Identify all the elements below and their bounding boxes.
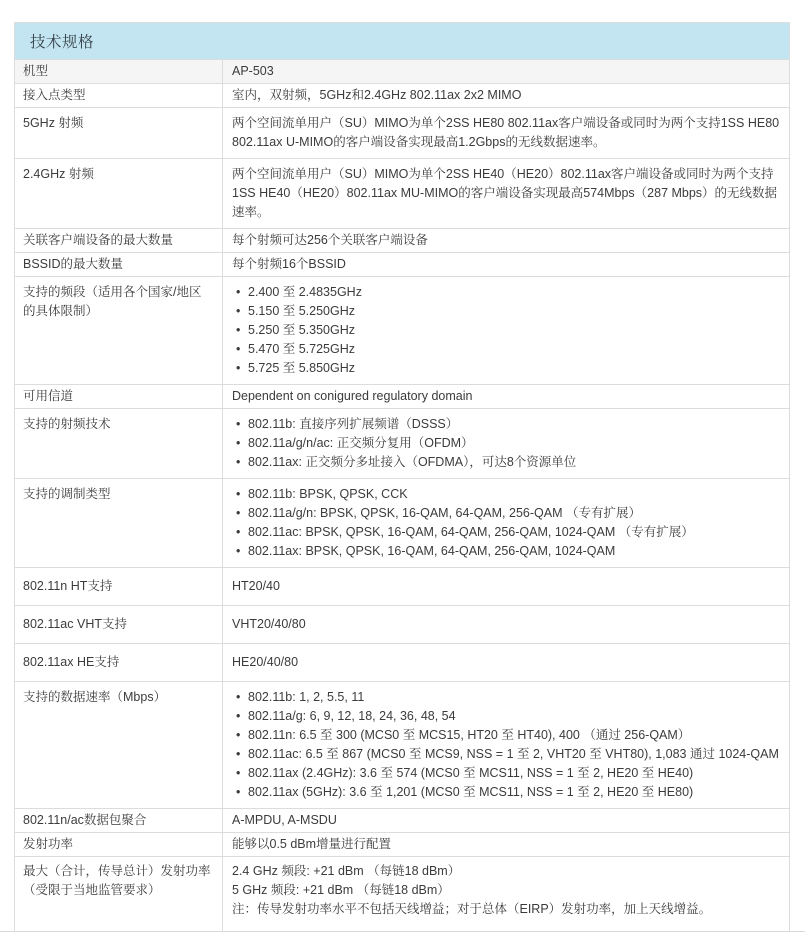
spec-row-24ghz-radio: [15, 158, 789, 228]
spec-value: 两个空间流单用户（SU）MIMO为单个2SS HE80 802.11ax客户端设备或同时为两个支持1SS HE80 802.11ax U-MIMO的客户端设备实现最高1.2Gbps的无线数据速率。: [232, 116, 780, 149]
list-item: • 802.11a/g/n/ac: 正交频分复用（OFDM）: [234, 434, 780, 453]
spec-label: 支持的频段（适用各个国家/地区的具体限制）: [15, 277, 223, 384]
spec-value: 每个射频16个BSSID: [232, 257, 346, 271]
spec-table-title-bar: [15, 23, 789, 59]
spec-bullet-list: [232, 283, 780, 378]
spec-label: 802.11ac VHT支持: [15, 606, 223, 643]
spec-value: [223, 857, 789, 931]
spec-row-frequency-bands: [15, 276, 789, 384]
list-item: • 5.250 至 5.350GHz: [234, 321, 780, 340]
spec-label: 5GHz 射频: [15, 108, 223, 158]
list-item: • 802.11ax: BPSK, QPSK, 16-QAM, 64-QAM, 256-QAM, 1024-QAM: [234, 542, 780, 561]
spec-row-vht-support: [15, 605, 789, 643]
spec-value: [223, 479, 789, 567]
list-item: • 802.11b: 直接序列扩展频谱（DSSS）: [234, 415, 780, 434]
spec-value: [223, 409, 789, 478]
spec-label: 关联客户端设备的最大数量: [15, 229, 223, 252]
list-item: • 802.11ac: BPSK, QPSK, 16-QAM, 64-QAM, 256-QAM, 1024-QAM （专有扩展）: [234, 523, 780, 542]
spec-row-radio-technologies: [15, 408, 789, 478]
list-item: • 5.470 至 5.725GHz: [234, 340, 780, 359]
spec-value: VHT20/40/80: [232, 617, 306, 631]
spec-label: 2.4GHz 射频: [15, 159, 223, 228]
spec-row-he-support: [15, 643, 789, 681]
spec-value: A-MPDU, A-MSDU: [232, 813, 337, 827]
spec-value: 每个射频可达256个关联客户端设备: [232, 233, 428, 247]
spec-value: 室内，双射频，5GHz和2.4GHz 802.11ax 2x2 MIMO: [232, 88, 522, 102]
spec-value: 能够以0.5 dBm增量进行配置: [232, 837, 392, 851]
list-item: • 802.11ax (2.4GHz): 3.6 至 574 (MCS0 至 MCS11, NSS = 1 至 2, HE20 至 HE40): [234, 764, 780, 783]
spec-value: [223, 682, 789, 808]
spec-row-ap-type: [15, 83, 789, 107]
spec-value: Dependent on conigured regulatory domain: [232, 389, 473, 403]
spec-row-max-bssid: [15, 252, 789, 276]
spec-label: 支持的调制类型: [15, 479, 223, 567]
spec-row-5ghz-radio: [15, 107, 789, 158]
list-item: • 802.11ax (5GHz): 3.6 至 1,201 (MCS0 至 MCS11, NSS = 1 至 2, HE20 至 HE80): [234, 783, 780, 802]
spec-table-title: 技术规格: [30, 34, 95, 51]
spec-row-available-channels: [15, 384, 789, 408]
spec-label: 支持的数据速率（Mbps）: [15, 682, 223, 808]
spec-row-max-clients: [15, 228, 789, 252]
spec-row-packet-aggregation: [15, 808, 789, 832]
spec-table: [14, 22, 790, 931]
list-item: 注：传导发射功率水平不包括天线增益；对于总体（EIRP）发射功率，加上天线增益。: [232, 902, 712, 916]
list-item: • 5.150 至 5.250GHz: [234, 302, 780, 321]
spec-value: AP-503: [232, 64, 274, 78]
spec-bullet-list: [232, 415, 780, 472]
spec-label: 发射功率: [15, 833, 223, 856]
list-item: • 802.11ax: 正交频分多址接入（OFDMA），可达8个资源单位: [234, 453, 780, 472]
spec-label: 802.11n HT支持: [15, 568, 223, 605]
list-item: • 5.725 至 5.850GHz: [234, 359, 780, 378]
spec-value: [223, 277, 789, 384]
spec-value: HT20/40: [232, 579, 280, 593]
spec-label: 802.11n/ac数据包聚合: [15, 809, 223, 832]
list-item: • 802.11ac: 6.5 至 867 (MCS0 至 MCS9, NSS = 1 至 2, VHT20 至 VHT80), 1,083 通过 1024-QAM: [234, 745, 780, 764]
list-item: 2.4 GHz 频段: +21 dBm （每链18 dBm）: [232, 864, 461, 878]
spec-bullet-list: [232, 485, 780, 561]
list-item: • 802.11a/g: 6, 9, 12, 18, 24, 36, 48, 54: [234, 707, 780, 726]
list-item: 5 GHz 频段: +21 dBm （每链18 dBm）: [232, 883, 450, 897]
list-item: • 802.11n: 6.5 至 300 (MCS0 至 MCS15, HT20 至 HT40), 400 （通过 256-QAM）: [234, 726, 780, 745]
spec-row-ht-support: [15, 567, 789, 605]
spec-label: 接入点类型: [15, 84, 223, 107]
list-item: • 802.11a/g/n: BPSK, QPSK, 16-QAM, 64-QAM, 256-QAM （专有扩展）: [234, 504, 780, 523]
spec-label: 802.11ax HE支持: [15, 644, 223, 681]
spec-row-modulation-types: [15, 478, 789, 567]
spec-row-transmit-power: [15, 832, 789, 856]
spec-row-model: [15, 59, 789, 83]
spec-label: BSSID的最大数量: [15, 253, 223, 276]
spec-row-max-transmit-power: [15, 856, 789, 931]
list-item: • 2.400 至 2.4835GHz: [234, 283, 780, 302]
spec-value: 两个空间流单用户（SU）MIMO为单个2SS HE40（HE20）802.11ax客户端设备或同时为两个支持1SS HE40（HE20）802.11ax MU-MIMO的客户端设备实现最高574Mbps（287 Mbps）的无线数据速率。: [232, 167, 778, 219]
spec-bullet-list: [232, 688, 780, 802]
list-item: • 802.11b: BPSK, QPSK, CCK: [234, 485, 780, 504]
spec-label: 支持的射频技术: [15, 409, 223, 478]
spec-label: 机型: [15, 60, 223, 83]
spec-label: 可用信道: [15, 385, 223, 408]
spec-label: 最大（合计，传导总计）发射功率（受限于当地监管要求）: [15, 857, 223, 931]
spec-row-data-rates: [15, 681, 789, 808]
spec-value: HE20/40/80: [232, 655, 299, 669]
list-item: • 802.11b: 1, 2, 5.5, 11: [234, 688, 780, 707]
